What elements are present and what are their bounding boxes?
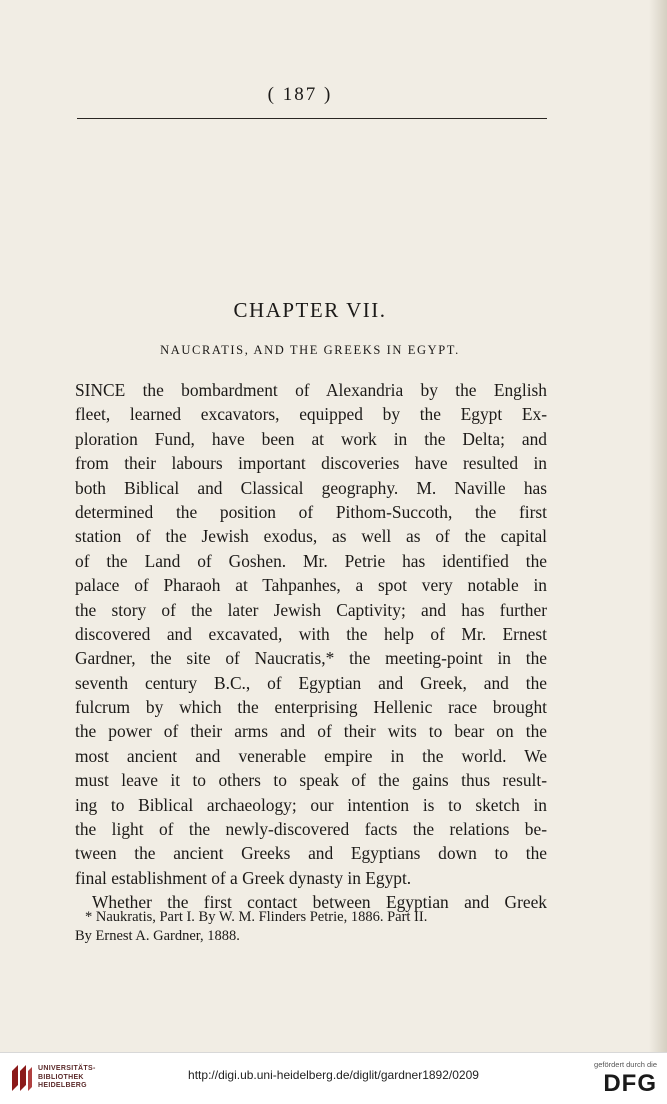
text-line: ploration Fund, have been at work in the Delta; and [75, 428, 547, 449]
footnote [75, 908, 547, 946]
funding-caption: gefördert durch die [594, 1060, 657, 1069]
chapter-subtitle: NAUCRATIS, AND THE GREEKS IN EGYPT. [160, 343, 460, 357]
library-name-line: HEIDELBERG [38, 1082, 87, 1089]
text-line: most ancient and venerable empire in the world. We [75, 745, 547, 766]
text-line: seventh century B.C., of Egyptian and Greek, and the [75, 672, 547, 693]
header-rule [77, 118, 547, 119]
text-line: Gardner, the site of Naucratis,* the meeting-point in the [75, 648, 547, 669]
digitization-footer [0, 1052, 667, 1104]
text-line: fulcrum by which the enterprising Hellenic race brought [75, 697, 547, 718]
text-line: the power of their arms and of their wits to bear on the [75, 721, 547, 742]
text-line: must leave it to others to speak of the gains thus result- [75, 770, 547, 791]
chapter-title: CHAPTER VII. [233, 298, 387, 322]
text-line: ing to Biblical archaeology; our intention is to sketch in [75, 794, 547, 815]
page-edge-shadow [649, 0, 667, 1052]
text-line: determined the position of Pithom-Succoth, the first [75, 501, 547, 522]
text-line: of the Land of Goshen. Mr. Petrie has identified the [75, 550, 547, 571]
text-line: discovered and excavated, with the help of Mr. Ernest [75, 623, 547, 644]
text-line: tween the ancient Greeks and Egyptians down to the [75, 843, 547, 864]
text-line: from their labours important discoveries have resulted in [75, 453, 547, 474]
body-text [75, 378, 547, 915]
text-line: station of the Jewish exodus, as well as of the capital [75, 526, 547, 547]
footnote-line: By Ernest A. Gardner, 1888. [75, 928, 240, 944]
text-line: the story of the later Jewish Captivity; and has further [75, 599, 547, 620]
text-line: palace of Pharaoh at Tahpanhes, a spot very notable in [75, 575, 547, 596]
text-line: the light of the newly-discovered facts the relations be- [75, 819, 547, 840]
text-line: Whether the first contact between Egyptian and Greek [92, 892, 547, 913]
library-name-line: BIBLIOTHEK [38, 1073, 84, 1081]
page-number-heading: ( 187 ) [267, 84, 333, 105]
dfg-logo: DFG [603, 1070, 657, 1097]
footnote-line: * Naukratis, Part I. By W. M. Flinders Petrie, 1886. Part II. [85, 909, 428, 925]
text-line: fleet, learned excavators, equipped by the Egypt Ex- [75, 404, 547, 425]
library-name-line: UNIVERSITÄTS- [38, 1065, 96, 1072]
text-line: SINCE the bombardment of Alexandria by the English [75, 380, 547, 400]
permalink-url[interactable]: http://digi.ub.uni-heidelberg.de/diglit/gardner1892/0209 [188, 1068, 479, 1082]
text-line: both Biblical and Classical geography. M. Naville has [75, 477, 547, 498]
text-line: final establishment of a Greek dynasty in Egypt. [75, 867, 412, 888]
